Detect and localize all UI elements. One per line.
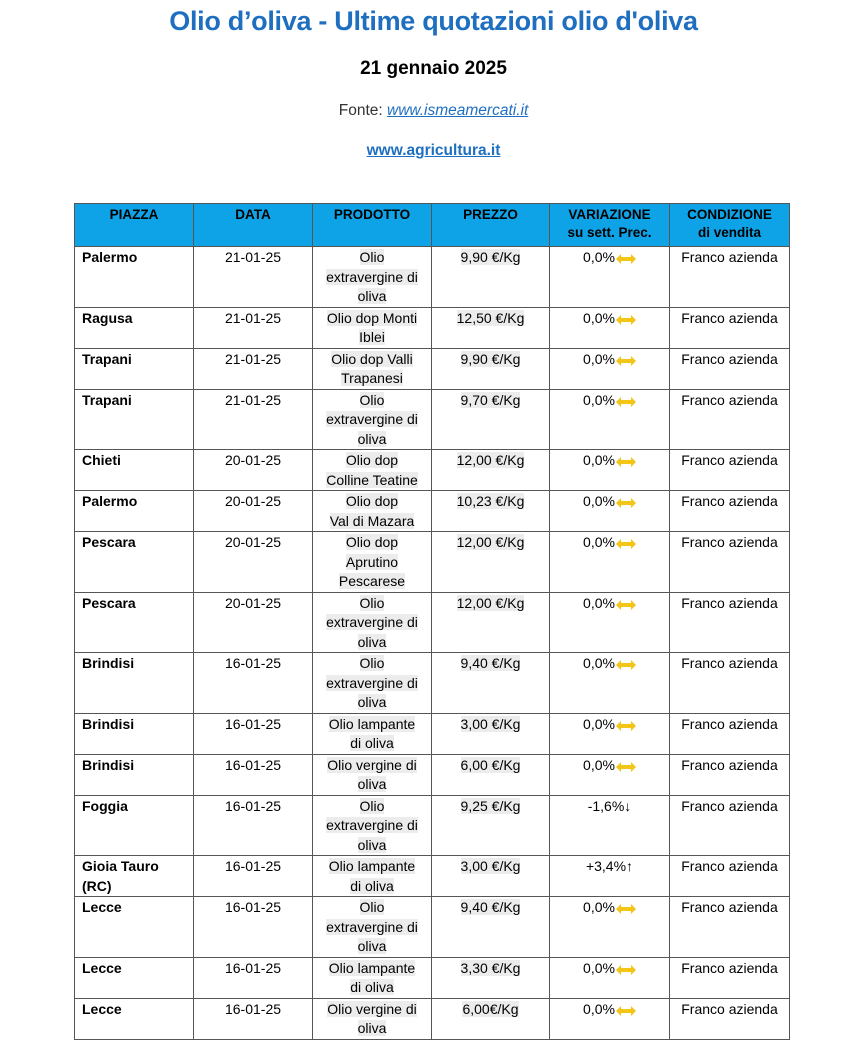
- cell-variazione: [550, 307, 670, 348]
- cell-piazza: Brindisi: [75, 653, 194, 714]
- double-arrow-icon: [616, 717, 636, 727]
- double-arrow-icon: [616, 311, 636, 321]
- table-row: [75, 754, 790, 795]
- prodotto-line: Olio dop: [345, 452, 399, 468]
- cell-data: 20-01-25: [194, 491, 313, 532]
- cell-condizione: Franco azienda: [670, 592, 790, 653]
- cell-prodotto: [313, 856, 432, 897]
- cell-prezzo: [432, 532, 550, 593]
- cell-condizione: Franco azienda: [670, 532, 790, 593]
- prezzo-value: 12,00 €/Kg: [456, 594, 525, 611]
- cell-prodotto: [313, 653, 432, 714]
- cell-data: 21-01-25: [194, 307, 313, 348]
- prodotto-line: oliva: [357, 938, 387, 954]
- prodotto-line: Olio: [359, 655, 385, 671]
- column-header-data: DATA: [194, 204, 313, 247]
- cell-piazza: Lecce: [75, 897, 194, 958]
- prezzo-value: 3,00 €/Kg: [460, 715, 521, 732]
- cell-data: 16-01-25: [194, 795, 313, 856]
- site-line: [0, 142, 867, 160]
- cell-variazione: [550, 998, 670, 1039]
- prodotto-line: Olio: [359, 594, 385, 611]
- table-row: [75, 957, 790, 998]
- table-row: [75, 491, 790, 532]
- cell-data: 16-01-25: [194, 653, 313, 714]
- variazione-value: -1,6%↓: [587, 797, 632, 814]
- prodotto-line: extravergine di: [326, 674, 418, 691]
- cell-variazione: [550, 389, 670, 450]
- cell-prodotto: [313, 957, 432, 998]
- cell-piazza: Palermo: [75, 247, 194, 308]
- cell-prezzo: [432, 491, 550, 532]
- cell-variazione: [550, 795, 670, 856]
- prodotto-line: Trapanesi: [341, 370, 403, 386]
- double-arrow-icon: [616, 656, 636, 666]
- variazione-value: 0,0%: [583, 309, 615, 326]
- cell-prodotto: [313, 592, 432, 653]
- cell-condizione: Franco azienda: [670, 389, 790, 450]
- column-header-piazza: PIAZZA: [75, 204, 194, 247]
- variazione-value: 0,0%: [583, 715, 615, 732]
- cell-condizione: Franco azienda: [670, 247, 790, 308]
- double-arrow-icon: [616, 250, 636, 260]
- cell-prodotto: [313, 247, 432, 308]
- cell-piazza: Trapani: [75, 389, 194, 450]
- cell-condizione: Franco azienda: [670, 856, 790, 897]
- double-arrow-icon: [616, 596, 636, 606]
- prodotto-line: di oliva: [350, 735, 394, 751]
- prodotto-line: Olio dop: [345, 493, 399, 509]
- column-header-prodotto: PRODOTTO: [313, 204, 432, 247]
- cell-prezzo: [432, 389, 550, 450]
- cell-prezzo: [432, 795, 550, 856]
- cell-data: 20-01-25: [194, 532, 313, 593]
- cell-data: 21-01-25: [194, 389, 313, 450]
- page-title: Olio d’oliva - Ultime quotazioni olio d'oliva: [169, 6, 698, 36]
- prezzo-value: 9,70 €/Kg: [460, 391, 521, 408]
- prezzo-value: 9,40 €/Kg: [460, 655, 521, 671]
- table-row: [75, 713, 790, 754]
- prodotto-line: extravergine di: [326, 411, 418, 427]
- cell-prezzo: [432, 897, 550, 958]
- variazione-value: 0,0%: [583, 391, 615, 408]
- cell-piazza: Chieti: [75, 450, 194, 491]
- cell-prodotto: [313, 795, 432, 856]
- prodotto-line: Olio dop Monti: [326, 309, 418, 326]
- prezzo-value: 9,90 €/Kg: [460, 350, 521, 367]
- cell-prezzo: [432, 450, 550, 491]
- cell-prodotto: [313, 389, 432, 450]
- cell-data: 20-01-25: [194, 592, 313, 653]
- prodotto-line: oliva: [357, 836, 387, 853]
- cell-variazione: [550, 713, 670, 754]
- cell-condizione: Franco azienda: [670, 998, 790, 1039]
- cell-prezzo: [432, 348, 550, 389]
- cell-piazza: Foggia: [75, 795, 194, 856]
- prodotto-line: Olio vergine di: [327, 756, 417, 773]
- table-row: [75, 653, 790, 714]
- cell-piazza: Brindisi: [75, 754, 194, 795]
- double-arrow-icon: [616, 1002, 636, 1012]
- column-header-variazione-line2: su sett. Prec.: [567, 225, 652, 240]
- cell-piazza: Trapani: [75, 348, 194, 389]
- variazione-value: 0,0%: [583, 756, 615, 773]
- prodotto-line: Olio: [359, 249, 385, 265]
- cell-prezzo: [432, 957, 550, 998]
- cell-data: 21-01-25: [194, 247, 313, 308]
- quotations-table: [74, 203, 790, 1040]
- column-header-condizione-line1: CONDIZIONE: [687, 207, 772, 222]
- cell-variazione: [550, 491, 670, 532]
- cell-data: 16-01-25: [194, 856, 313, 897]
- cell-variazione: [550, 348, 670, 389]
- prezzo-value: 12,00 €/Kg: [456, 534, 525, 550]
- page-date: 21 gennaio 2025: [360, 58, 507, 79]
- variazione-value: 0,0%: [583, 959, 615, 976]
- prezzo-value: 9,90 €/Kg: [460, 249, 521, 265]
- cell-data: 16-01-25: [194, 897, 313, 958]
- cell-variazione: [550, 592, 670, 653]
- double-arrow-icon: [616, 494, 636, 504]
- prezzo-value: 12,00 €/Kg: [456, 452, 525, 468]
- cell-prodotto: [313, 491, 432, 532]
- variazione-value: +3,4%↑: [585, 858, 634, 874]
- cell-variazione: [550, 450, 670, 491]
- cell-variazione: [550, 653, 670, 714]
- column-header-condizione-line2: di vendita: [697, 225, 761, 240]
- cell-prezzo: [432, 998, 550, 1039]
- cell-piazza: Pescara: [75, 592, 194, 653]
- cell-piazza: Ragusa: [75, 307, 194, 348]
- prodotto-line: extravergine di: [326, 614, 418, 630]
- prodotto-line: oliva: [357, 776, 387, 792]
- prodotto-line: extravergine di: [326, 268, 418, 285]
- prodotto-line: oliva: [357, 288, 387, 304]
- table-row: [75, 795, 790, 856]
- cell-variazione: [550, 754, 670, 795]
- table-row: [75, 307, 790, 348]
- variazione-value: 0,0%: [583, 350, 615, 367]
- cell-prezzo: [432, 856, 550, 897]
- prezzo-value: 10,23 €/Kg: [456, 493, 525, 509]
- cell-prezzo: [432, 754, 550, 795]
- variazione-value: 0,0%: [583, 899, 615, 915]
- prodotto-line: Olio: [359, 899, 385, 915]
- cell-condizione: Franco azienda: [670, 795, 790, 856]
- double-arrow-icon: [616, 535, 636, 545]
- table-row: [75, 998, 790, 1039]
- double-arrow-icon: [616, 393, 636, 403]
- table-row: [75, 897, 790, 958]
- variazione-value: 0,0%: [583, 249, 615, 265]
- cell-data: 16-01-25: [194, 998, 313, 1039]
- table-row: [75, 592, 790, 653]
- prodotto-line: Olio lampante: [328, 858, 416, 874]
- table-row: [75, 247, 790, 308]
- cell-prezzo: [432, 653, 550, 714]
- prodotto-line: Pescarese: [338, 573, 406, 589]
- cell-prodotto: [313, 897, 432, 958]
- source-line: [0, 102, 867, 120]
- prodotto-line: oliva: [357, 1020, 387, 1036]
- cell-data: 16-01-25: [194, 713, 313, 754]
- variazione-value: 0,0%: [583, 1000, 615, 1017]
- cell-prezzo: [432, 307, 550, 348]
- cell-data: 16-01-25: [194, 754, 313, 795]
- cell-piazza: Gioia Tauro (RC): [75, 856, 194, 897]
- cell-data: 21-01-25: [194, 348, 313, 389]
- table-row: [75, 348, 790, 389]
- prodotto-line: Olio: [359, 797, 385, 814]
- cell-condizione: Franco azienda: [670, 653, 790, 714]
- table-row: [75, 856, 790, 897]
- cell-condizione: Franco azienda: [670, 897, 790, 958]
- double-arrow-icon: [616, 453, 636, 463]
- cell-variazione: [550, 247, 670, 308]
- prodotto-line: di oliva: [350, 979, 394, 995]
- cell-prodotto: [313, 348, 432, 389]
- prezzo-value: 3,00 €/Kg: [460, 858, 521, 874]
- cell-piazza: Lecce: [75, 998, 194, 1039]
- cell-prodotto: [313, 713, 432, 754]
- cell-variazione: [550, 856, 670, 897]
- cell-data: 20-01-25: [194, 450, 313, 491]
- prezzo-value: 9,25 €/Kg: [460, 797, 521, 814]
- variazione-value: 0,0%: [583, 452, 615, 468]
- cell-piazza: Lecce: [75, 957, 194, 998]
- cell-condizione: Franco azienda: [670, 713, 790, 754]
- cell-prodotto: [313, 450, 432, 491]
- cell-condizione: Franco azienda: [670, 348, 790, 389]
- prodotto-line: Olio lampante: [328, 959, 416, 976]
- cell-prodotto: [313, 754, 432, 795]
- site-link[interactable]: www.agricultura.it: [366, 142, 501, 159]
- column-header-condizione: [670, 204, 790, 247]
- prodotto-line: oliva: [357, 694, 387, 710]
- cell-condizione: Franco azienda: [670, 491, 790, 532]
- prezzo-value: 6,00€/Kg: [462, 1000, 519, 1017]
- source-label: Fonte:: [338, 102, 383, 119]
- cell-condizione: Franco azienda: [670, 450, 790, 491]
- table-row: [75, 532, 790, 593]
- double-arrow-icon: [616, 352, 636, 362]
- prodotto-line: Val di Mazara: [329, 512, 415, 529]
- prodotto-line: di oliva: [350, 877, 394, 894]
- cell-variazione: [550, 532, 670, 593]
- table-header-row: [75, 204, 790, 247]
- prodotto-line: oliva: [357, 430, 387, 447]
- cell-prezzo: [432, 592, 550, 653]
- cell-prezzo: [432, 247, 550, 308]
- double-arrow-icon: [616, 900, 636, 910]
- source-link[interactable]: www.ismeamercati.it: [387, 102, 529, 119]
- cell-condizione: Franco azienda: [670, 754, 790, 795]
- prezzo-value: 3,30 €/Kg: [460, 959, 521, 976]
- double-arrow-icon: [616, 961, 636, 971]
- column-header-variazione-line1: VARIAZIONE: [568, 207, 651, 222]
- column-header-variazione: [550, 204, 670, 247]
- prodotto-line: Olio dop: [345, 534, 399, 550]
- prodotto-line: oliva: [357, 633, 387, 650]
- variazione-value: 0,0%: [583, 655, 615, 671]
- variazione-value: 0,0%: [583, 594, 615, 611]
- prodotto-line: Aprutino: [345, 553, 399, 570]
- prodotto-line: extravergine di: [326, 817, 418, 833]
- prodotto-line: Olio vergine di: [327, 1000, 417, 1017]
- double-arrow-icon: [616, 758, 636, 768]
- variazione-value: 0,0%: [583, 534, 615, 550]
- cell-prodotto: [313, 532, 432, 593]
- prodotto-line: extravergine di: [326, 918, 418, 935]
- cell-piazza: Pescara: [75, 532, 194, 593]
- cell-condizione: Franco azienda: [670, 957, 790, 998]
- column-header-prezzo: PREZZO: [432, 204, 550, 247]
- cell-prezzo: [432, 713, 550, 754]
- cell-variazione: [550, 897, 670, 958]
- cell-variazione: [550, 957, 670, 998]
- prodotto-line: Olio lampante: [328, 715, 416, 732]
- cell-prodotto: [313, 307, 432, 348]
- table-row: [75, 450, 790, 491]
- cell-condizione: Franco azienda: [670, 307, 790, 348]
- prodotto-line: Olio dop Valli: [331, 350, 413, 367]
- prezzo-value: 12,50 €/Kg: [456, 309, 525, 326]
- cell-piazza: Brindisi: [75, 713, 194, 754]
- table-row: [75, 389, 790, 450]
- cell-prodotto: [313, 998, 432, 1039]
- prodotto-line: Iblei: [359, 329, 385, 345]
- prodotto-line: Olio: [359, 391, 385, 408]
- prezzo-value: 6,00 €/Kg: [460, 756, 521, 773]
- prodotto-line: Colline Teatine: [326, 471, 418, 488]
- prezzo-value: 9,40 €/Kg: [460, 899, 521, 915]
- variazione-value: 0,0%: [583, 493, 615, 509]
- cell-piazza: Palermo: [75, 491, 194, 532]
- cell-data: 16-01-25: [194, 957, 313, 998]
